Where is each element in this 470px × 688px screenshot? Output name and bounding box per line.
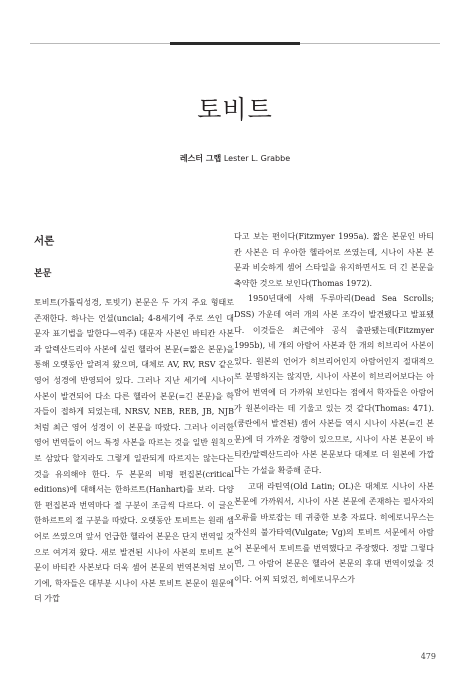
subsection-heading: 본문	[34, 269, 52, 279]
body-paragraph-continued: 다고 보는 편이다(Fitzmyer 1995a). 짧은 본문인 바티칸 사본은 더 우아한 헬라어로 쓰였는데, 시나이 사본 본문과 비슷하게 셈어 스타일을 유지하면서도 더 긴 본문을 축약한 것으로 보인다(Thomas 1972).	[234, 232, 434, 288]
header-accent-bar	[170, 42, 300, 45]
section-heading: 서론	[34, 235, 55, 247]
right-column	[234, 229, 434, 588]
body-paragraph-old-latin: 고대 라틴역(Old Latin; OL)은 대체로 시나이 사본 본문에 가까워서, 시나이 사본 본문에 존재하는 필사자의 오류를 바로잡는 데 귀중한 보충 자료다. 히에로니무스는 자신의 불가타역(Vulgate; Vg)의 토비트 서문에서 아람어 본문에서 토비트를 번역했다고 주장했다. 정말 그렇다면, 그 아람어 본문은 헬라어 본문의 후대 번역이었을 것이다. 어찌 되었건, 히에로니무스가	[234, 481, 434, 585]
article-title: 토비트	[197, 95, 273, 124]
author-line	[0, 153, 470, 164]
author-name-korean: 레스터 그랩	[179, 154, 222, 163]
page-number: 479	[420, 652, 436, 661]
body-paragraph-dss: 1950년대에 사해 두루마리(Dead Sea Scrolls; DSS) 가운데 여러 개의 사본 조각이 발견됐다고 발표됐다. 이것들은 최근에야 공식 출판됐는데(Fitzmyer 1995b), 네 개의 아람어 사본과 한 개의 히브리어 사본이 있다. 원본의 언어가 히브리어인지 아람어인지 절대적으로 분명하지는 않지만, 시나이 사본이 히브리어보다는 아람어 번역에 더 가까워 보인다는 점에서 학자들은 아람어가 원본이라는 데 기울고 있는 것 같다(Thomas: 471). (쿰란에서 발견된) 셈어 사본들 역시 시나이 사본(=긴 본문)에 더 가까운 경향이 있으므로, 시나이 사본 본문이 바티칸/알렉산드리아 사본 본문보다 대체로 더 원본에 가깝다는 가설을 확증해 준다.	[234, 294, 434, 475]
body-paragraph: 토비트(가톨릭성경, 토빗기) 본문은 두 가지 주요 형태로 존재한다. 하나는 언셜(uncial; 4-8세기에 주로 쓰인 대문자 표기법을 말한다—역주) 대문자 사본인 바티칸 사본과 알렉산드리아 사본에 실린 헬라어 본문(=짧은 본문)을 통해 오랫동안 알려져 왔으며, 대체로 AV, RV, RSV 같은 영어 성경에 반영되어 있다. 그러나 지난 세기에 시나이 사본이 발견되어 다소 다른 헬라어 본문(=긴 본문)을 학자들이 접하게 되었는데, NRSV, NEB, REB, JB, NJB처럼 최근 영어 성경이 이 본문을 따랐다. 그러나 이러한 영어 번역들이 어느 특정 사본을 따르는 것을 일반 원칙으로 삼았다 할지라도 그렇게 일관되게 따르지는 않는다는 것을 유의해야 한다. 두 본문의 비평 편집본(critical editions)에 대해서는 한하르트(Hanhart)를 보라. 다양한 편집본과 번역마다 절 구분이 조금씩 다르다. 이 글은 한하르트의 절 구분을 따랐다. 오랫동안 토비트는 원래 셈어로 쓰였으며 앞서 언급한 헬라어 본문은 단지 번역일 것으로 여겨져 왔다. 새로 발견된 시나이 사본의 토비트 본문이 바티칸 사본보다 더욱 셈어 본문의 번역본처럼 보이기에, 학자들은 대부분 시나이 사본 토비트 본문이 원문에 더 가깝	[34, 298, 234, 604]
left-column	[34, 229, 234, 607]
author-name-english: Lester L. Grabbe	[223, 154, 291, 163]
